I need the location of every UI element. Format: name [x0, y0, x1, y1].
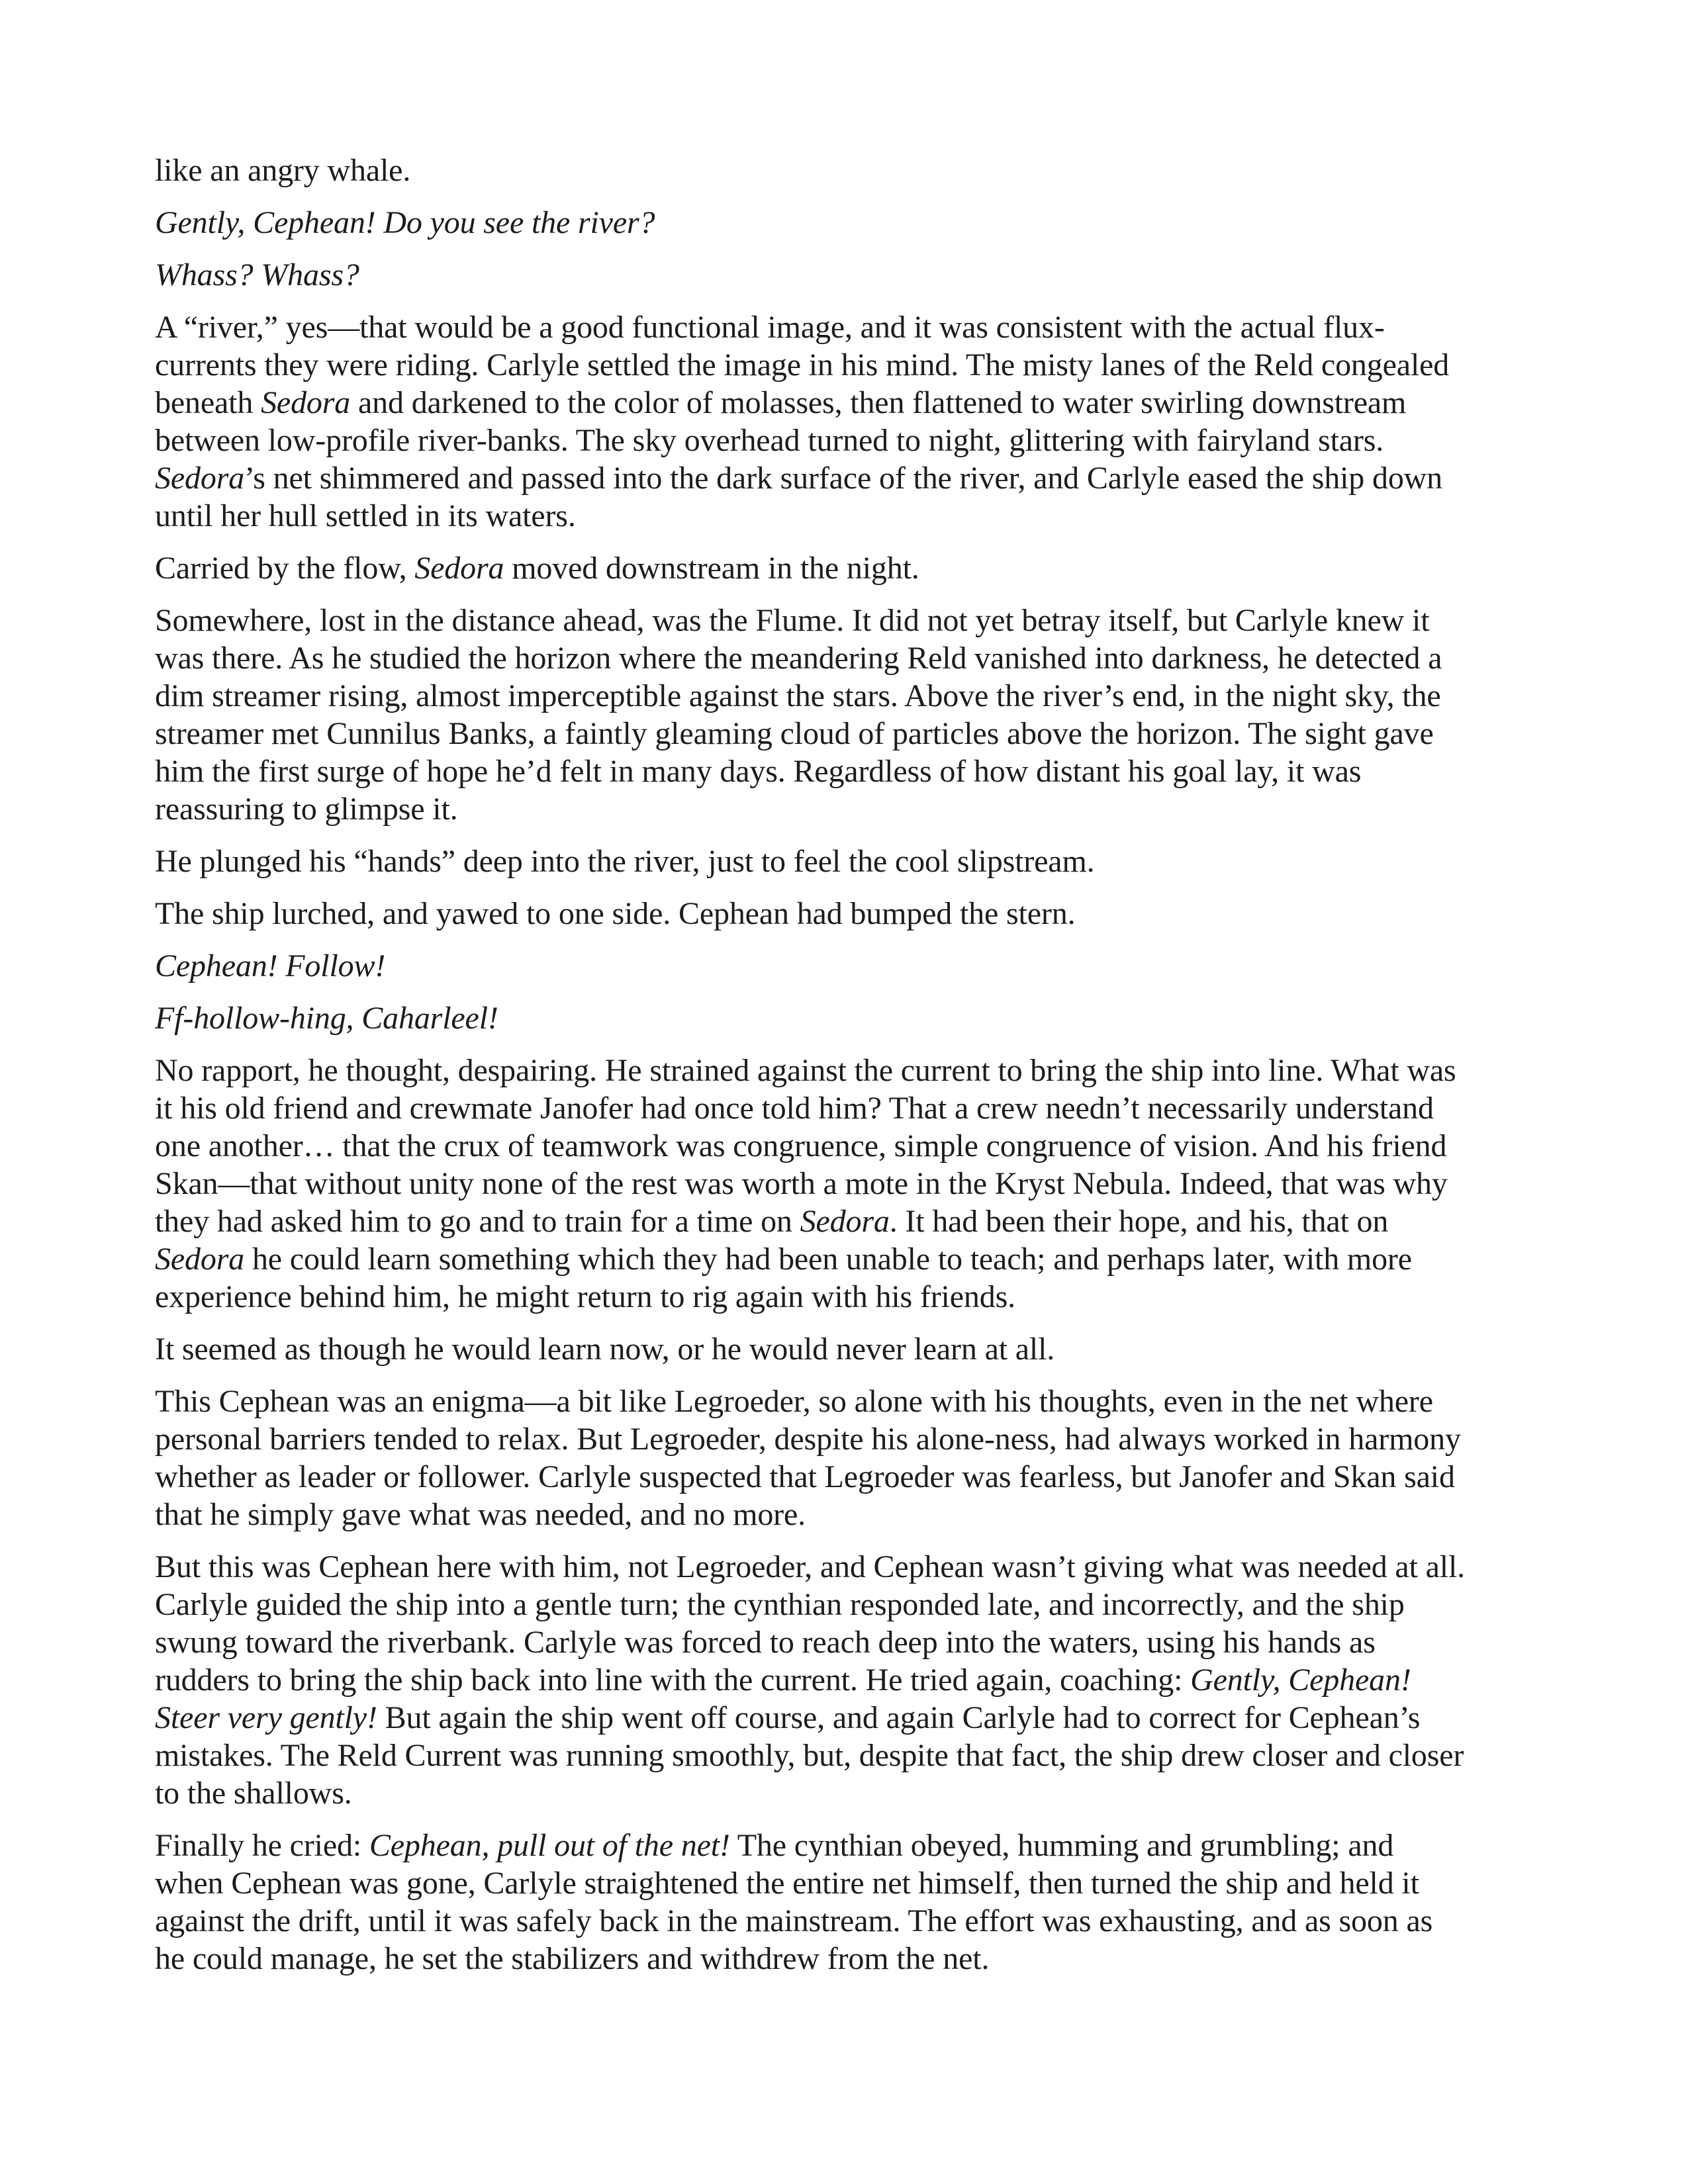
- text-segment: between low-profile river-banks. The sky overhead turned to night, glittering with fairyland stars.: [155, 423, 1384, 458]
- text-line: [155, 152, 1536, 189]
- italic-text: Cephean, pull out of the net!: [369, 1828, 730, 1863]
- text-line: [155, 1330, 1536, 1368]
- text-segment: But this was Cephean here with him, not Legroeder, and Cephean wasn’t giving what was needed at all.: [155, 1549, 1465, 1584]
- text-line: [155, 1661, 1536, 1699]
- text-segment: Skan—that without unity none of the rest was worth a mote in the Kryst Nebula. Indeed, that was why: [155, 1166, 1448, 1201]
- text-line: [155, 459, 1536, 497]
- text-line: [155, 204, 1536, 242]
- text-segment: and darkened to the color of molasses, then flattened to water swirling downstream: [350, 385, 1407, 420]
- text-segment: dim streamer rising, almost imperceptible against the stars. Above the river’s end, in the night sky, the: [155, 678, 1441, 713]
- paragraph: [155, 256, 1536, 294]
- text-segment: until her hull settled in its waters.: [155, 498, 576, 533]
- paragraph: [155, 1052, 1536, 1316]
- text-segment: to the shallows.: [155, 1776, 352, 1811]
- text-line: [155, 256, 1536, 294]
- text-segment: he could manage, he set the stabilizers and withdrew from the net.: [155, 1941, 990, 1976]
- text-line: [155, 790, 1536, 828]
- text-segment: The ship lurched, and yawed to one side. Cephean had bumped the stern.: [155, 896, 1076, 931]
- paragraph: [155, 152, 1536, 189]
- text-segment: that he simply gave what was needed, and no more.: [155, 1497, 806, 1532]
- italic-text: Sedora: [414, 551, 504, 586]
- text-segment: But again the ship went off course, and again Carlyle had to correct for Cephean’s: [377, 1700, 1421, 1735]
- text-segment: mistakes. The Reld Current was running smoothly, but, despite that fact, the ship drew closer and closer: [155, 1738, 1464, 1773]
- text-segment: experience behind him, he might return to rig again with his friends.: [155, 1279, 1015, 1314]
- text-line: [155, 1383, 1536, 1420]
- text-segment: Cephean! Follow!: [155, 948, 386, 983]
- text-line: [155, 308, 1536, 346]
- text-segment: currents they were riding. Carlyle settled the image in his mind. The misty lanes of the Reld congealed: [155, 347, 1450, 383]
- paragraph: [155, 947, 1536, 985]
- text-line: [155, 497, 1536, 535]
- text-segment: Gently, Cephean! Do you see the river?: [155, 205, 655, 240]
- italic-text: Sedora: [155, 1242, 245, 1277]
- text-segment: personal barriers tended to relax. But Legroeder, despite his alone-ness, had always worked in harmony: [155, 1422, 1461, 1457]
- text-line: [155, 1864, 1536, 1902]
- text-line: [155, 999, 1536, 1037]
- text-line: [155, 1699, 1536, 1737]
- text-segment: against the drift, until it was safely back in the mainstream. The effort was exhausting, and as soon as: [155, 1903, 1433, 1938]
- text-line: [155, 1089, 1536, 1127]
- text-line: [155, 384, 1536, 422]
- text-line: [155, 1623, 1536, 1661]
- text-segment: This Cephean was an enigma—a bit like Legroeder, so alone with his thoughts, even in the net where: [155, 1384, 1433, 1419]
- paragraph: [155, 999, 1536, 1037]
- text-line: [155, 602, 1536, 639]
- text-line: [155, 1458, 1536, 1496]
- italic-text: Steer very gently!: [155, 1700, 377, 1735]
- text-line: [155, 1902, 1536, 1940]
- text-segment: Finally he cried:: [155, 1828, 369, 1863]
- paragraph: [155, 1383, 1536, 1533]
- italic-text: Sedora: [800, 1204, 890, 1239]
- text-line: [155, 346, 1536, 384]
- text-segment: whether as leader or follower. Carlyle suspected that Legroeder was fearless, but Janofer and Skan said: [155, 1459, 1455, 1494]
- text-segment: Ff-hollow-hing, Caharleel!: [155, 1001, 498, 1036]
- text-segment: it his old friend and crewmate Janofer had once told him? That a crew needn’t necessarily understand: [155, 1091, 1434, 1126]
- italic-text: Sedora: [261, 385, 351, 420]
- text-segment: rudders to bring the ship back into line with the current. He tried again, coaching:: [155, 1662, 1191, 1698]
- text-line: [155, 549, 1536, 587]
- paragraph: [155, 1548, 1536, 1812]
- text-segment: . It had been their hope, and his, that on: [889, 1204, 1389, 1239]
- text-segment: He plunged his “hands” deep into the river, just to feel the cool slipstream.: [155, 844, 1095, 879]
- text-line: [155, 1165, 1536, 1203]
- paragraph: [155, 1330, 1536, 1368]
- text-segment: they had asked him to go and to train for a time on: [155, 1204, 800, 1239]
- text-segment: No rapport, he thought, despairing. He strained against the current to bring the ship into line. What was: [155, 1053, 1456, 1088]
- text-segment: beneath: [155, 385, 261, 420]
- text-line: [155, 1052, 1536, 1089]
- paragraph: [155, 842, 1536, 880]
- paragraph: [155, 204, 1536, 242]
- paragraph: [155, 549, 1536, 587]
- text-line: [155, 1940, 1536, 1978]
- text-line: [155, 1737, 1536, 1774]
- text-segment: one another… that the crux of teamwork was congruence, simple congruence of vision. And his friend: [155, 1128, 1447, 1163]
- text-segment: A “river,” yes—that would be a good functional image, and it was consistent with the actual flux-: [155, 310, 1385, 345]
- text-line: [155, 677, 1536, 715]
- text-line: [155, 1548, 1536, 1586]
- text-segment: moved downstream in the night.: [504, 551, 919, 586]
- text-segment: he could learn something which they had been unable to teach; and perhaps later, with more: [244, 1242, 1412, 1277]
- paragraph: [155, 895, 1536, 933]
- text-line: [155, 715, 1536, 752]
- text-line: [155, 947, 1536, 985]
- italic-text: Gently, Cephean!: [1190, 1662, 1411, 1698]
- text-line: [155, 1420, 1536, 1458]
- text-segment: Carried by the flow,: [155, 551, 415, 586]
- text-segment: was there. As he studied the horizon where the meandering Reld vanished into darkness, he detected a: [155, 641, 1442, 676]
- text-segment: reassuring to glimpse it.: [155, 792, 458, 827]
- text-line: [155, 842, 1536, 880]
- text-segment: It seemed as though he would learn now, or he would never learn at all.: [155, 1332, 1055, 1367]
- text-line: [155, 1240, 1536, 1278]
- text-segment: like an angry whale.: [155, 153, 411, 188]
- text-line: [155, 1774, 1536, 1812]
- text-segment: swung toward the riverbank. Carlyle was forced to reach deep into the waters, using his hands as: [155, 1625, 1376, 1660]
- text-segment: streamer met Cunnilus Banks, a faintly gleaming cloud of particles above the horizon. The sight gave: [155, 716, 1434, 751]
- text-line: [155, 1203, 1536, 1240]
- text-line: [155, 1127, 1536, 1165]
- paragraph: [155, 308, 1536, 535]
- text-line: [155, 895, 1536, 933]
- text-segment: The cynthian obeyed, humming and grumbling; and: [729, 1828, 1394, 1863]
- text-line: [155, 639, 1536, 677]
- text-segment: Whass? Whass?: [155, 257, 359, 293]
- text-line: [155, 1827, 1536, 1864]
- text-line: [155, 422, 1536, 459]
- text-line: [155, 752, 1536, 790]
- text-line: [155, 1496, 1536, 1533]
- italic-text: Sedora: [155, 461, 245, 496]
- text-line: [155, 1586, 1536, 1623]
- text-segment: when Cephean was gone, Carlyle straightened the entire net himself, then turned the ship and held it: [155, 1866, 1419, 1901]
- text-line: [155, 1278, 1536, 1316]
- text-segment: him the first surge of hope he’d felt in many days. Regardless of how distant his goal lay, it was: [155, 754, 1362, 789]
- text-segment: Somewhere, lost in the distance ahead, was the Flume. It did not yet betray itself, but Carlyle knew it: [155, 603, 1430, 638]
- paragraph: [155, 602, 1536, 828]
- paragraph: [155, 1827, 1536, 1978]
- text-segment: ’s net shimmered and passed into the dark surface of the river, and Carlyle eased the ship down: [244, 461, 1443, 496]
- text-segment: Carlyle guided the ship into a gentle turn; the cynthian responded late, and incorrectly, and the ship: [155, 1587, 1405, 1622]
